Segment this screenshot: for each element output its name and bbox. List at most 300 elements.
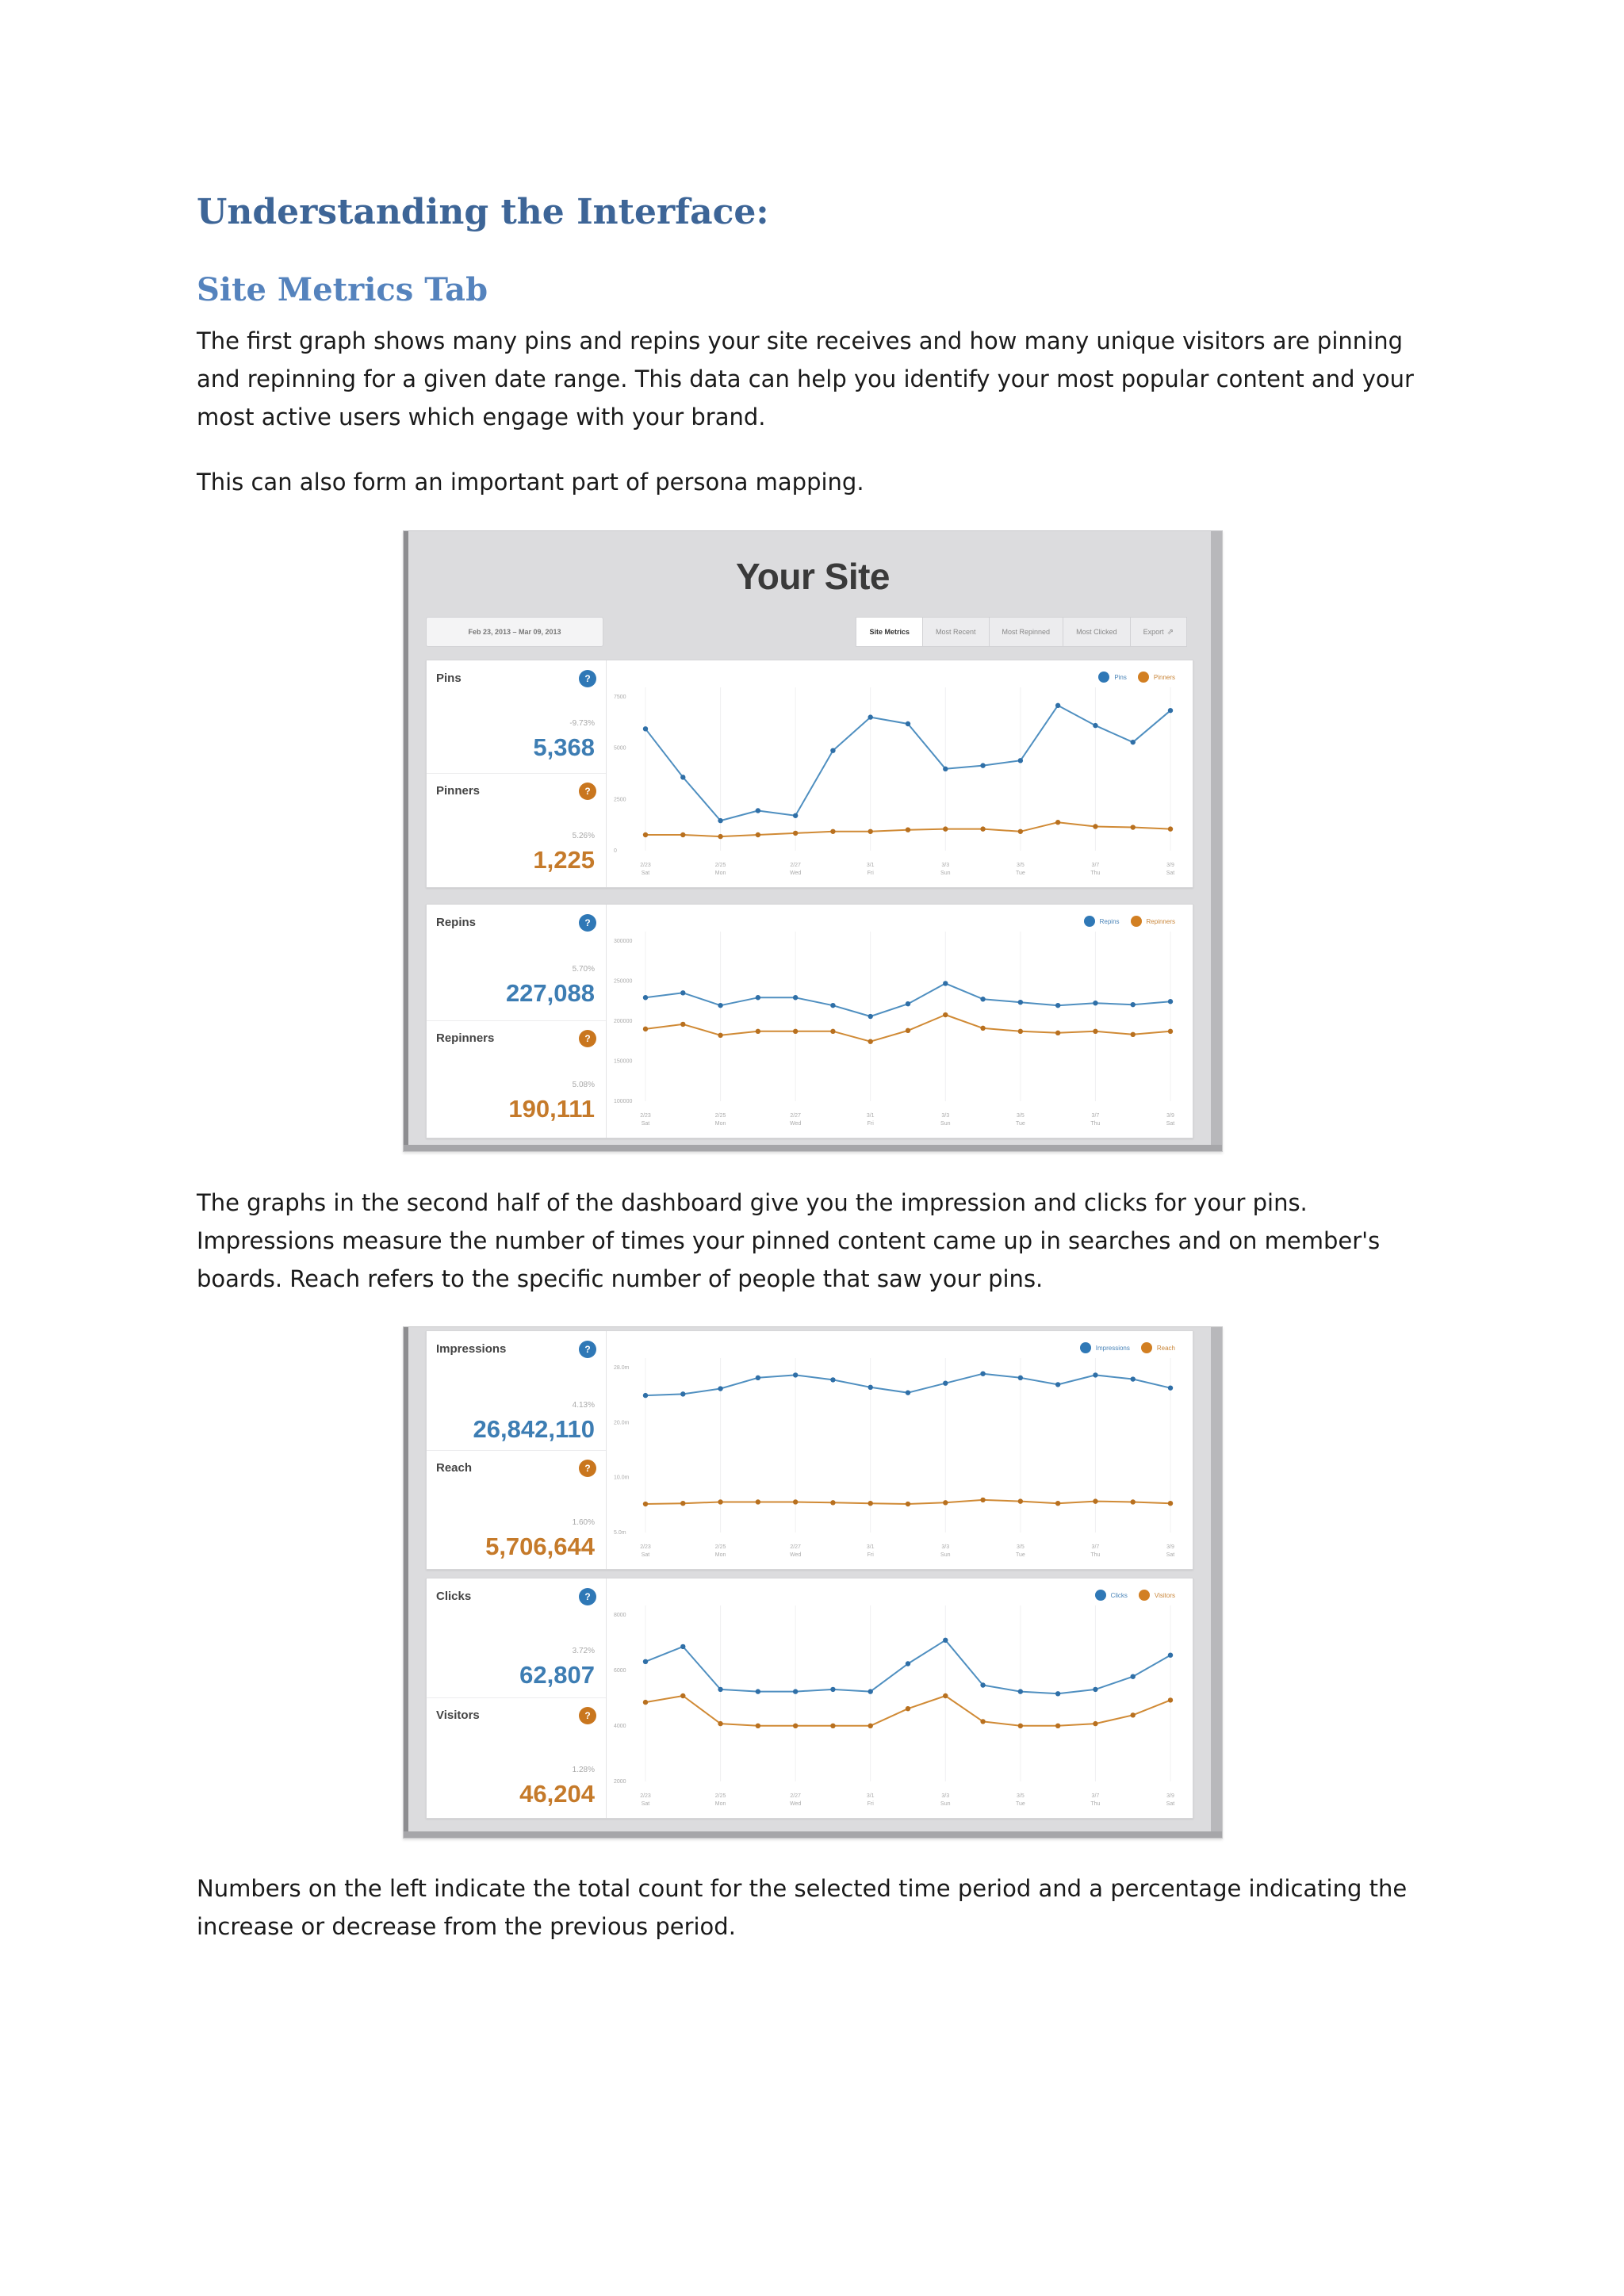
x-tick-label: 3/1 [866, 1113, 875, 1119]
data-point-repins [943, 981, 948, 985]
data-point-clicks [906, 1661, 910, 1666]
data-point-clicks [943, 1638, 948, 1643]
metric-visitors [427, 1697, 606, 1818]
data-point-reach [868, 1501, 873, 1506]
data-point-repins [906, 1001, 910, 1006]
legend-label: Reach [1156, 1344, 1175, 1352]
data-point-pins [830, 748, 835, 752]
data-point-impressions [1168, 1385, 1173, 1390]
legend-swatch-blue[interactable] [1098, 672, 1109, 683]
panel-divider [606, 905, 607, 1138]
paragraph-persona: This can also form an important part of persona mapping. [197, 469, 864, 496]
x-tick-label: 2/27 [790, 1793, 801, 1799]
dashboard-toolbar [426, 617, 1187, 647]
data-point-impressions [868, 1385, 873, 1390]
panel-divider [606, 1331, 607, 1569]
x-tick-label: Sun [940, 871, 951, 876]
data-point-repinners [868, 1039, 873, 1044]
data-point-reach [643, 1502, 648, 1506]
metric-reach [427, 1450, 606, 1569]
x-tick-label: 3/5 [1016, 1793, 1025, 1799]
y-tick-label: 2000 [614, 1779, 626, 1785]
metric-value: 5,706,644 [485, 1533, 595, 1560]
dashboard-screenshot-top [403, 530, 1223, 1152]
info-icon[interactable]: ? [579, 1030, 596, 1047]
metric-pins [427, 660, 606, 773]
screenshot-edge [404, 1327, 408, 1838]
tab-most-recent[interactable] [922, 617, 989, 647]
data-point-pinners [756, 832, 760, 837]
data-point-clicks [793, 1689, 798, 1693]
metric-pinners [427, 773, 606, 887]
data-point-pinners [793, 831, 798, 836]
chart-legend [1080, 1342, 1182, 1353]
data-point-reach [756, 1499, 760, 1504]
x-tick-label: 3/3 [941, 863, 950, 868]
y-tick-label: 100000 [614, 1099, 633, 1104]
metric-repinners [427, 1020, 606, 1138]
metric-label: Reach [436, 1461, 473, 1475]
data-point-repinners [643, 1027, 648, 1031]
impressions-line-chart [607, 1331, 1191, 1569]
x-tick-label: 2/27 [790, 1544, 801, 1550]
data-point-visitors [1055, 1724, 1060, 1728]
x-tick-label: Mon [714, 1552, 726, 1558]
info-icon[interactable]: ? [579, 1460, 596, 1477]
data-point-impressions [756, 1376, 760, 1380]
data-point-pins [980, 763, 985, 767]
info-icon[interactable]: ? [579, 1707, 596, 1724]
x-tick-label: Tue [1015, 871, 1025, 876]
data-point-visitors [1168, 1697, 1173, 1702]
data-point-pins [643, 726, 648, 731]
x-tick-label: Fri [867, 871, 874, 876]
metric-percent-change: 5.08% [572, 1081, 595, 1089]
x-tick-label: 3/9 [1166, 863, 1174, 868]
metric-value: 46,204 [519, 1780, 595, 1808]
legend-swatch-blue[interactable] [1080, 1342, 1091, 1353]
data-point-reach [680, 1501, 685, 1506]
data-point-repins [1131, 1002, 1136, 1007]
panel-divider [606, 660, 607, 887]
metric-impressions [427, 1331, 606, 1450]
x-tick-label: Tue [1015, 1801, 1025, 1807]
data-point-pinners [1055, 820, 1060, 825]
x-tick-label: 2/25 [714, 1544, 726, 1550]
metric-percent-change: -9.73% [569, 719, 595, 728]
x-tick-label: 3/5 [1016, 1113, 1025, 1119]
data-point-repinners [943, 1012, 948, 1017]
data-point-pinners [1168, 826, 1173, 831]
x-tick-label: 2/25 [714, 1793, 726, 1799]
info-icon[interactable]: ? [579, 1341, 596, 1358]
page-heading: Understanding the Interface: [197, 192, 769, 232]
x-tick-label: 2/27 [790, 863, 801, 868]
y-tick-label: 4000 [614, 1724, 626, 1729]
chart-legend [1095, 1590, 1182, 1601]
data-point-clicks [980, 1682, 985, 1687]
data-point-repins [868, 1014, 873, 1019]
x-tick-label: 2/23 [640, 1793, 651, 1799]
data-point-impressions [943, 1380, 948, 1385]
data-point-pinners [718, 834, 722, 839]
tab-label: Site Metrics [869, 628, 910, 636]
screenshot-scrollbar[interactable] [1211, 531, 1222, 1151]
x-tick-label: 3/7 [1091, 863, 1100, 868]
data-point-pins [1131, 740, 1136, 744]
x-tick-label: Mon [714, 1801, 726, 1807]
y-tick-label: 5000 [614, 745, 626, 752]
x-tick-label: Fri [867, 1801, 874, 1807]
x-tick-label: Sat [641, 1121, 650, 1127]
x-tick-label: Sat [641, 871, 650, 876]
y-tick-label: 150000 [614, 1058, 633, 1065]
data-point-impressions [793, 1372, 798, 1377]
data-point-impressions [643, 1393, 648, 1398]
info-icon[interactable]: ? [579, 783, 596, 800]
data-point-visitors [980, 1719, 985, 1724]
data-point-reach [980, 1498, 985, 1502]
tab-label: Most Recent [936, 628, 976, 636]
data-point-impressions [1055, 1382, 1060, 1387]
data-point-repinners [1018, 1029, 1023, 1034]
data-point-clicks [680, 1644, 685, 1649]
metric-value: 190,111 [508, 1095, 595, 1123]
metric-label: Repins [436, 916, 477, 929]
x-tick-label: Thu [1090, 1121, 1101, 1127]
x-tick-label: 3/9 [1166, 1113, 1174, 1119]
tab-most-clicked[interactable] [1063, 617, 1130, 647]
data-point-reach [830, 1500, 835, 1505]
data-point-pinners [868, 829, 873, 834]
data-point-impressions [718, 1386, 722, 1391]
metric-value: 62,807 [519, 1661, 595, 1689]
paragraph-impressions: The graphs in the second half of the dashboard give you the impression and clicks for your pins. Impressions measure the number of times your pinned content came up in searches and on member's boards. Reach refers to the specific number of people that saw your pins. [197, 1189, 1381, 1292]
metric-percent-change: 5.26% [572, 832, 595, 840]
data-point-impressions [680, 1391, 685, 1396]
data-point-clicks [830, 1687, 835, 1692]
x-tick-label: Sat [1166, 1121, 1175, 1127]
data-point-repins [718, 1003, 722, 1008]
data-point-clicks [868, 1689, 873, 1693]
data-point-reach [1131, 1499, 1136, 1504]
data-point-pins [718, 818, 722, 823]
metric-value: 1,225 [533, 846, 595, 874]
legend-label: Pins [1114, 673, 1127, 681]
dashboard-screenshot-bottom [403, 1326, 1223, 1839]
x-tick-label: 3/7 [1091, 1113, 1100, 1119]
x-tick-label: Wed [790, 1552, 802, 1558]
data-point-visitors [1093, 1721, 1097, 1726]
x-tick-label: Thu [1090, 1552, 1101, 1558]
x-tick-label: Thu [1090, 871, 1101, 876]
tab-label: Most Clicked [1076, 628, 1117, 636]
y-tick-label: 10.0m [614, 1475, 630, 1481]
x-tick-label: 3/3 [941, 1544, 950, 1550]
series-line-clicks [645, 1640, 1170, 1694]
y-tick-label: 20.0m [614, 1420, 630, 1426]
data-point-repins [1055, 1003, 1060, 1008]
metric-label: Visitors [436, 1709, 480, 1722]
data-point-repins [1018, 1000, 1023, 1004]
data-point-clicks [1018, 1689, 1023, 1693]
x-tick-label: 3/9 [1166, 1793, 1174, 1799]
pins-panel [426, 660, 1193, 888]
export-button[interactable] [1130, 617, 1187, 647]
data-point-pins [793, 813, 798, 818]
data-point-clicks [1093, 1687, 1097, 1692]
paragraph-numbers: Numbers on the left indicate the total count for the selected time period and a percentage indicating the increase or decrease from the previous period. [197, 1875, 1408, 1940]
data-point-impressions [1093, 1372, 1097, 1377]
info-icon[interactable]: ? [579, 1588, 596, 1605]
data-point-visitors [680, 1693, 685, 1698]
data-point-pins [1093, 723, 1097, 728]
x-tick-label: Fri [867, 1552, 874, 1558]
data-point-pinners [1131, 825, 1136, 829]
x-tick-label: Wed [790, 1121, 802, 1127]
data-point-impressions [906, 1390, 910, 1395]
x-tick-label: 2/25 [714, 863, 726, 868]
data-point-repinners [980, 1026, 985, 1031]
metric-percent-change: 3.72% [572, 1647, 595, 1655]
data-point-reach [718, 1499, 722, 1504]
x-tick-label: 2/25 [714, 1113, 726, 1119]
legend-swatch-blue[interactable] [1095, 1590, 1106, 1601]
x-tick-label: Tue [1015, 1552, 1025, 1558]
series-line-repins [645, 983, 1170, 1016]
x-tick-label: Mon [714, 871, 726, 876]
data-point-pins [868, 714, 873, 719]
chart-legend [1098, 672, 1182, 683]
x-tick-label: Mon [714, 1121, 726, 1127]
data-point-pins [1018, 758, 1023, 763]
data-point-impressions [1018, 1376, 1023, 1380]
data-point-visitors [830, 1724, 835, 1728]
legend-label: Clicks [1110, 1591, 1128, 1599]
data-point-reach [906, 1502, 910, 1506]
data-point-clicks [1168, 1653, 1173, 1658]
data-point-impressions [980, 1371, 985, 1376]
data-point-visitors [793, 1724, 798, 1728]
legend-label: Repinners [1146, 917, 1175, 925]
data-point-visitors [756, 1724, 760, 1728]
panel-divider [606, 1578, 607, 1818]
data-point-pins [1168, 708, 1173, 713]
dashboard-tabs [856, 617, 1187, 645]
x-tick-label: Sat [1166, 871, 1175, 876]
x-tick-label: Wed [790, 871, 802, 876]
tab-label: Most Repinned [1002, 628, 1051, 636]
data-point-visitors [868, 1724, 873, 1728]
export-icon: ⇗ [1166, 627, 1174, 637]
x-tick-label: 3/3 [941, 1793, 950, 1799]
chart-legend [1084, 916, 1182, 927]
x-tick-label: 2/23 [640, 1544, 651, 1550]
data-point-pinners [680, 832, 685, 837]
section-heading: Site Metrics Tab [197, 271, 488, 308]
metric-label: Impressions [436, 1342, 507, 1356]
data-point-impressions [1131, 1376, 1136, 1381]
x-tick-label: 2/23 [640, 1113, 651, 1119]
data-point-repins [830, 1003, 835, 1008]
data-point-repins [643, 995, 648, 1000]
clicks-panel [426, 1578, 1193, 1819]
data-point-visitors [643, 1700, 648, 1705]
y-tick-label: 7500 [614, 695, 626, 700]
x-tick-label: Sun [940, 1801, 951, 1807]
metric-percent-change: 5.70% [572, 965, 595, 974]
data-point-repinners [680, 1022, 685, 1027]
data-point-repinners [1093, 1029, 1097, 1034]
data-point-repinners [756, 1029, 760, 1034]
data-point-pins [756, 808, 760, 813]
repins-panel [426, 904, 1193, 1138]
x-tick-label: 3/7 [1091, 1793, 1100, 1799]
data-point-pinners [1093, 824, 1097, 828]
legend-swatch-orange[interactable] [1139, 1590, 1150, 1601]
data-point-visitors [718, 1721, 722, 1726]
data-point-repinners [1168, 1029, 1173, 1034]
data-point-visitors [943, 1693, 948, 1698]
x-tick-label: 3/3 [941, 1113, 950, 1119]
x-tick-label: Tue [1015, 1121, 1025, 1127]
legend-swatch-orange[interactable] [1138, 672, 1149, 683]
legend-label: Pinners [1153, 673, 1175, 681]
x-tick-label: 3/5 [1016, 863, 1025, 868]
y-tick-label: 2500 [614, 797, 626, 803]
metric-value: 26,842,110 [473, 1415, 595, 1443]
data-point-pins [906, 721, 910, 726]
data-point-clicks [1131, 1674, 1136, 1679]
data-point-repinners [906, 1028, 910, 1033]
data-point-clicks [1055, 1691, 1060, 1696]
metric-label: Repinners [436, 1031, 495, 1045]
y-tick-label: 28.0m [614, 1365, 630, 1371]
screenshot-edge [404, 1831, 1222, 1838]
x-tick-label: 3/1 [866, 863, 875, 868]
info-icon[interactable]: ? [579, 914, 596, 932]
metric-clicks [427, 1578, 606, 1697]
data-point-pinners [943, 826, 948, 831]
y-tick-label: 6000 [614, 1668, 626, 1674]
info-icon[interactable]: ? [579, 670, 596, 687]
dashboard-title: Your Site [735, 556, 890, 597]
data-point-pinners [643, 832, 648, 837]
metric-label: Pins [436, 672, 462, 685]
repins-line-chart [607, 905, 1191, 1138]
impressions-panel [426, 1330, 1193, 1570]
data-point-reach [793, 1499, 798, 1504]
data-point-clicks [756, 1689, 760, 1693]
x-tick-label: 3/1 [866, 1793, 875, 1799]
metric-value: 227,088 [505, 979, 595, 1007]
x-tick-label: Fri [867, 1121, 874, 1127]
date-range-picker[interactable]: Feb 23, 2013 – Mar 09, 2013 [426, 617, 603, 647]
data-point-pinners [830, 829, 835, 834]
y-tick-label: 5.0m [614, 1530, 626, 1536]
y-tick-label: 200000 [614, 1019, 633, 1024]
data-point-repinners [830, 1029, 835, 1034]
data-point-pinners [1018, 829, 1023, 834]
data-point-repinners [793, 1029, 798, 1034]
metric-percent-change: 1.60% [572, 1518, 595, 1527]
data-point-visitors [1131, 1712, 1136, 1717]
data-point-pinners [980, 826, 985, 831]
data-point-repinners [718, 1033, 722, 1038]
tab-most-repinned[interactable] [989, 617, 1063, 647]
legend-label: Impressions [1095, 1344, 1130, 1352]
y-tick-label: 0 [614, 848, 617, 854]
screenshot-edge [404, 531, 408, 1151]
legend-swatch-orange[interactable] [1141, 1342, 1152, 1353]
data-point-repins [1168, 999, 1173, 1004]
x-tick-label: 3/5 [1016, 1544, 1025, 1550]
data-point-impressions [830, 1377, 835, 1382]
legend-swatch-orange[interactable] [1131, 916, 1142, 927]
legend-swatch-blue[interactable] [1084, 916, 1095, 927]
y-tick-label: 250000 [614, 978, 633, 985]
screenshot-scrollbar[interactable] [1211, 1327, 1222, 1838]
paragraph-intro: The first graph shows many pins and repins your site receives and how many unique visitors are pinning and repinning for a given date range. This data can help you identify your most popular content and your most active users which engage with your brand. [197, 327, 1414, 430]
data-point-repins [680, 990, 685, 995]
x-tick-label: Sat [641, 1552, 650, 1558]
legend-label: Visitors [1154, 1591, 1175, 1599]
metric-value: 5,368 [533, 733, 595, 761]
screenshot-edge [404, 1145, 1222, 1151]
metric-label: Pinners [436, 784, 481, 798]
tab-label: Export [1143, 628, 1164, 636]
data-point-clicks [718, 1687, 722, 1692]
data-point-pins [1055, 703, 1060, 708]
x-tick-label: Wed [790, 1801, 802, 1807]
data-point-repins [980, 997, 985, 1001]
metric-label: Clicks [436, 1590, 472, 1603]
data-point-repinners [1131, 1032, 1136, 1037]
data-point-reach [1055, 1501, 1060, 1506]
x-tick-label: 3/9 [1166, 1544, 1174, 1550]
data-point-pins [680, 775, 685, 779]
data-point-visitors [1018, 1724, 1023, 1728]
x-tick-label: 3/1 [866, 1544, 875, 1550]
data-point-reach [1168, 1501, 1173, 1506]
data-point-repins [793, 995, 798, 1000]
y-tick-label: 8000 [614, 1613, 626, 1618]
x-tick-label: 3/7 [1091, 1544, 1100, 1550]
x-tick-label: Sat [641, 1801, 650, 1807]
x-tick-label: Sat [1166, 1552, 1175, 1558]
metric-repins [427, 905, 606, 1020]
metric-percent-change: 1.28% [572, 1766, 595, 1774]
clicks-line-chart [607, 1578, 1191, 1818]
data-point-repins [1093, 1001, 1097, 1005]
tab-site-metrics[interactable] [856, 617, 922, 647]
metric-percent-change: 4.13% [572, 1401, 595, 1410]
x-tick-label: 2/27 [790, 1113, 801, 1119]
data-point-reach [943, 1500, 948, 1505]
legend-label: Repins [1099, 917, 1120, 925]
data-point-pinners [906, 827, 910, 832]
data-point-repins [756, 995, 760, 1000]
x-tick-label: Thu [1090, 1801, 1101, 1807]
data-point-reach [1018, 1498, 1023, 1503]
x-tick-label: 2/23 [640, 863, 651, 868]
x-tick-label: Sat [1166, 1801, 1175, 1807]
data-point-pins [943, 767, 948, 771]
y-tick-label: 300000 [614, 939, 633, 944]
data-point-repinners [1055, 1031, 1060, 1035]
pins-line-chart [607, 660, 1191, 887]
data-point-reach [1093, 1498, 1097, 1503]
